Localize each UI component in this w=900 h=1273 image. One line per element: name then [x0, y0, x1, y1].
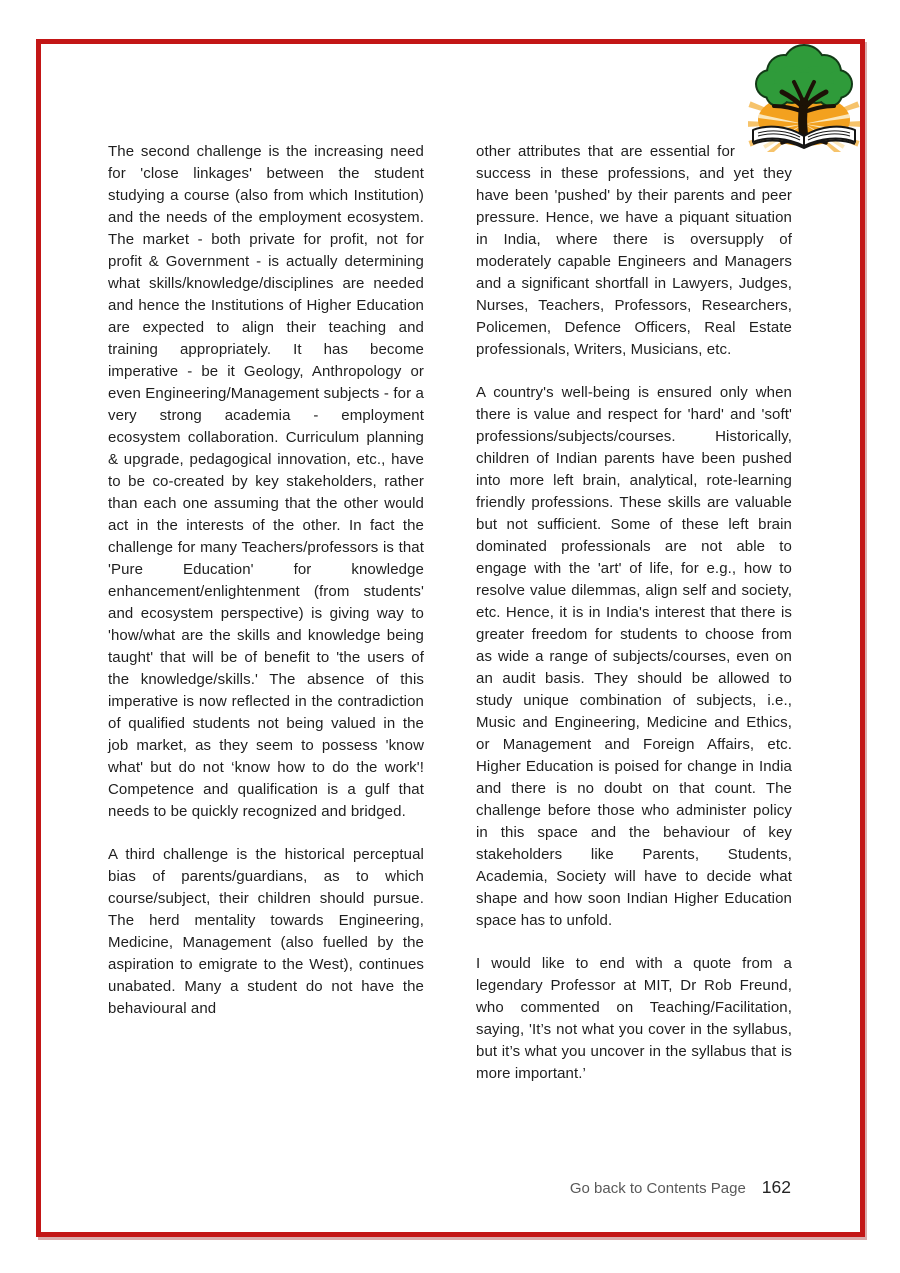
paragraph	[476, 141, 792, 361]
paragraph: I would like to end with a quote from a legendary Professor at MIT, Dr Rob Freund, who commented on Teaching/Facilitation, saying, 'It’s not what you cover in the syllabus, but it’s what you uncover in the syllabus that is more important.’	[476, 955, 792, 1082]
page-footer	[570, 1176, 791, 1200]
paragraph: A country's well-being is ensured only when there is value and respect for 'hard' and 'soft' professions/subjects/courses. Historically, children of Indian parents have been pushed into more left brain, analytical, rote-learning friendly professions. These skills are valuable but not sufficient. Some of these left brain dominated professionals are not able to engage with the 'art' of life, for e.g., how to resolve value dilemmas, align self and society, etc. Hence, it is in India's interest that there is greater freedom for students to choose from as wide a range of subjects/courses, even on an audit basis. They should be allowed to study unique combination of subjects, i.e., Music and Engineering, Medicine and Ethics, or Management and Foreign Affairs, etc. Higher Education is poised for change in India and there is no doubt on that count. The challenge before those who administer policy in this space and the behaviour of key stakeholders like Parents, Students, Academia, Society will have to decide what shape and how soon Indian Higher Education space has to unfold.	[476, 384, 792, 929]
contents-page-link[interactable]: Go back to Contents Page	[569, 1180, 746, 1197]
foliage	[757, 46, 851, 105]
paragraph: The second challenge is the increasing need for 'close linkages' between the student studying a course (also from which Institution) and the needs of the employment ecosystem. The market - both private for profit, not for profit & Government - is actually determining what skills/knowledge/disciplines are needed and hence the Institutions of Higher Education are expected to align their teaching and training appropriately. It has become imperative - be it Geology, Anthropology or even Engineering/Management subjects - for a very strong academia - employment ecosystem collaboration. Curriculum planning & upgrade, pedagogical innovation, etc., have to be co-created by key stakeholders, rather than each one assuming that the other would act in the interests of the other. In fact the challenge for many Teachers/professors is that 'Pure Education' for knowledge enhancement/enlightenment (from students' and ecosystem perspective) is giving way to 'how/what are the skills and knowledge being taught' that will be of benefit to 'the users of the knowledge/skills.' The absence of this imperative is now reflected in the contradiction of qualified students not being valued in the job market, as they seem to possess 'know what' but do not ‘know how to do the work'! Competence and qualification is a gulf that needs to be quickly recognized and bridged.	[108, 143, 424, 820]
paragraph-text: other attributes that are essential for success in these professions, and yet they have been 'pushed' by their parents and peer pressure. Hence, we have a piquant situation in India, where there is oversupply of moderately capable Engineers and Managers and a significant shortfall in Lawyers, Judges, Nurses, Teachers, Professors, Researchers, Policemen, Defence Officers, Real Estate professionals, Writers, Musicians, etc.	[476, 143, 792, 358]
logo-wrap-spacer	[735, 141, 792, 157]
left-column	[108, 141, 424, 1085]
page-number: 162	[761, 1177, 791, 1197]
right-column	[476, 141, 792, 1085]
paragraph: A third challenge is the historical perceptual bias of parents/guardians, as to which course/subject, their children should pursue. The herd mentality towards Engineering, Medicine, Management (also fuelled by the aspiration to emigrate to the West), continues unabated. Many a student do not have the behavioural and	[108, 846, 424, 1017]
tree-book-logo-icon	[748, 44, 860, 152]
text-columns	[108, 141, 792, 1085]
